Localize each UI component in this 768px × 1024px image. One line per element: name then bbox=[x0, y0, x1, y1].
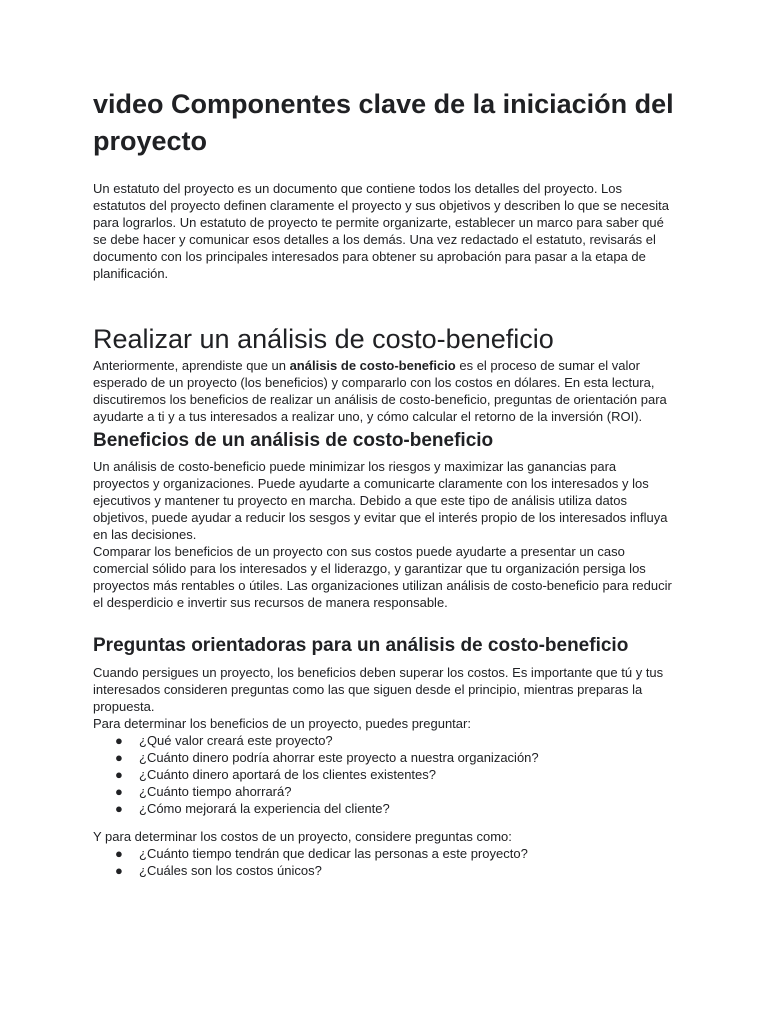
list-item bbox=[93, 845, 675, 862]
benefits-paragraph-2: Comparar los beneficios de un proyecto con sus costos puede ayudarte a presentar un caso comercial sólido para los interesados y el liderazgo, y garantizar que tu organización persiga los proyectos más rentables o útiles. Las organizaciones utilizan análisis de costo-beneficio para reducir el desperdicio e invertir sus recursos de manera responsable. bbox=[93, 544, 672, 610]
benefits-paragraph-1: Un análisis de costo-beneficio puede minimizar los riesgos y maximizar las ganancias para proyectos y organizaciones. Puede ayudarte a comunicarte claramente con los interesados y los ejecutivos y mantener tu proyecto en marcha. Debido a que este tipo de análisis utiliza datos objetivos, puede ayudar a reducir los sesgos y evitar que el interés propio de los interesados influya en las decisiones. bbox=[93, 459, 668, 542]
cost-questions-list bbox=[93, 845, 675, 879]
bullet-icon: ● bbox=[115, 750, 123, 765]
list-item bbox=[93, 749, 675, 766]
questions-paragraph: Cuando persigues un proyecto, los beneficios deben superar los costos. Es importante que tú y tus interesados consideren preguntas como las que siguen desde el principio, mientras preparas la propuesta. bbox=[93, 665, 664, 714]
section-intro-bold-term: análisis de costo-beneficio bbox=[289, 358, 456, 373]
list-item-text: ¿Cuáles son los costos únicos? bbox=[139, 863, 322, 878]
bullet-icon: ● bbox=[115, 846, 123, 861]
list-item bbox=[93, 732, 675, 749]
benefits-heading: Beneficios de un análisis de costo-beneficio bbox=[93, 430, 494, 451]
list-item bbox=[93, 800, 675, 817]
document-title: video Componentes clave de la iniciación del proyecto bbox=[93, 89, 674, 156]
section-intro-text-rest: es el proceso de sumar el valor esperado de un proyecto (los beneficios) y compararlo con los costos en dólares. En esta lectura, discutiremos los beneficios de realizar un análisis de costo-beneficio, preguntas de orientación para ayudarte a ti y a tus interesados a realizar uno, y cómo calcular el retorno de la inversión (ROI). bbox=[93, 358, 667, 424]
costs-questions-lead: Y para determinar los costos de un proyecto, considere preguntas como: bbox=[93, 829, 512, 844]
list-item-text: ¿Cuánto dinero aportará de los clientes existentes? bbox=[139, 767, 437, 782]
list-item bbox=[93, 862, 675, 879]
section-intro-text: Anteriormente, aprendiste que un bbox=[93, 358, 290, 373]
list-item bbox=[93, 783, 675, 800]
list-item-text: ¿Cuánto dinero podría ahorrar este proyecto a nuestra organización? bbox=[139, 750, 539, 765]
spacer bbox=[93, 817, 675, 828]
questions-heading: Preguntas orientadoras para un análisis de costo-beneficio bbox=[93, 635, 629, 656]
intro-paragraph: Un estatuto del proyecto es un documento que contiene todos los detalles del proyecto. Los estatutos del proyecto definen claramente el proyecto y sus objetivos y describen lo que se necesita para lograrlos. Un estatuto de proyecto te permite organizarte, establecer un marco para saber qué se debe hacer y comunicar esos detalles a los demás. Una vez redactado el estatuto, revisarás el documento con los principales interesados para obtener su aprobación para pasar a la etapa de planificación. bbox=[93, 181, 669, 281]
bullet-icon: ● bbox=[115, 784, 123, 799]
section-title: Realizar un análisis de costo-beneficio bbox=[93, 324, 554, 354]
benefit-questions-list bbox=[93, 732, 675, 817]
bullet-icon: ● bbox=[115, 801, 123, 816]
list-item bbox=[93, 766, 675, 783]
document-content bbox=[93, 86, 675, 879]
bullet-icon: ● bbox=[115, 733, 123, 748]
benefits-questions-lead: Para determinar los beneficios de un proyecto, puedes preguntar: bbox=[93, 716, 471, 731]
list-item-text: ¿Cuánto tiempo tendrán que dedicar las personas a este proyecto? bbox=[139, 846, 528, 861]
list-item-text: ¿Cómo mejorará la experiencia del cliente? bbox=[139, 801, 390, 816]
bullet-icon: ● bbox=[115, 767, 123, 782]
list-item-text: ¿Qué valor creará este proyecto? bbox=[139, 733, 333, 748]
list-item-text: ¿Cuánto tiempo ahorrará? bbox=[139, 784, 292, 799]
bullet-icon: ● bbox=[115, 863, 123, 878]
section-intro-paragraph bbox=[93, 357, 675, 425]
